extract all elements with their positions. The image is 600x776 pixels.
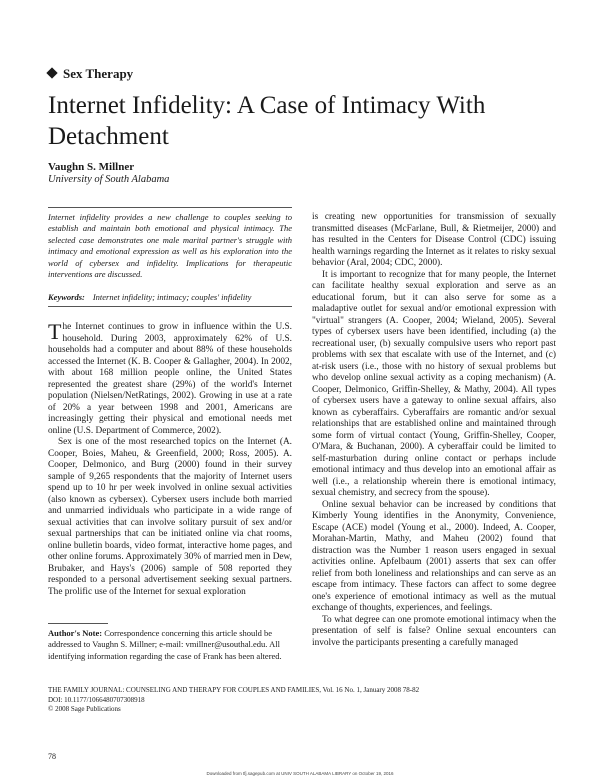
right-paragraph-1: is creating new opportunities for transmission of sexually transmitted diseases (McFarlane, Bull, & Rietmeijer, 2000) and has resulted in the Centers for Disease Control (CDC) issuing health warnings regarding the Internet as it relates to risky sexual behavior (Aral, 2004; CDC, 2000). (312, 212, 556, 268)
left-column-body (48, 319, 292, 598)
footnote-rule (48, 623, 108, 624)
doi: DOI: 10.1177/1066480707308918 (48, 695, 145, 704)
abstract: Internet infidelity provides a new challenge to couples seeking to establish and maintain both emotional and physical intimacy. The selected case demonstrates one male marital partner's struggle with intimacy and emotional expression as well as his exploration into the world of cybersex and infidelity. Implications for therapeutic interventions are discussed. (48, 212, 292, 280)
keywords-value: Internet infidelity; intimacy; couples' infidelity (92, 292, 252, 302)
author-note-label: Author's Note: (48, 628, 103, 638)
diamond-bullet-icon (46, 67, 57, 78)
section-label-text: Sex Therapy (63, 66, 134, 81)
right-paragraph-2: It is important to recognize that for many people, the Internet can facilitate healthy sexual exploration and serve as an educational forum, but it can also serve for some as a maladaptive outlet for sexual and/or emotional expression with "virtual" strangers (A. Cooper, 2004; Wieland, 2005). Several types of cybersex users have been identified, including (a) the recreational user, (b) sexually compulsive users who report past problems with sex that escalate with use of the Internet, and (c) at-risk users (i.e., those with no history of sexual problems but who develop online sexual activity as a coping mechanism) (A. Cooper, Delmonico, Griffin-Shelley, & Mathy, 2004). All types of cybersex users have a gateway to online sexual affairs, also known as cyberaffairs. Cyberaffairs are romantic and/or sexual relationships that are established online and maintained through some form of virtual contact (Young, Griffin-Shelley, Cooper, O'Mara, & Buchanan, 2000). A cyberaffair could be limited to self-masturbation during online contact or perhaps include emotional intimacy and thus develop into an emotional affair as well (i.e., a relationship wherein there is emotional intimacy, sexual chemistry, and secrecy from the spouse). (312, 269, 556, 498)
page-number: 78 (48, 752, 56, 761)
copyright: © 2008 Sage Publications (48, 705, 121, 713)
right-column-body (312, 212, 556, 649)
left-paragraph-2: Sex is one of the most researched topics on the Internet (A. Cooper, Boies, Maheu, & Greenfield, 2000; Ross, 2005). A. Cooper, Delmonico, and Burg (2000) found in their survey sample of 9,265 respondents that the majority of Internet users spend up to 10 hr per week involved in online sexual activities (also known as cybersex). Cybersex users include both married and unmarried individuals who participate in a wide range of sexual activities that can involve solitary pursuit of sex and/or sexual partnerships that can be initiated online via chat rooms, online bulletin boards, video format, interactive home pages, and other online forums. Approximately 30% of married men in Dew, Brubaker, and Hays's (2006) sample of 508 reported they responded to a personal advertisement seeking sexual partners. The prolific use of the Internet for sexual exploration (48, 437, 292, 597)
dropcap: T (48, 319, 62, 344)
keywords (48, 292, 292, 302)
author-affiliation: University of South Alabama (48, 174, 170, 185)
author-name: Vaughn S. Millner (48, 161, 135, 173)
left-paragraph-1: The Internet continues to grow in influence within the U.S. household. During 2003, approximately 62% of U.S. households had a computer and about 88% of these households accessed the Internet (K. B. Cooper & Gallagher, 2004). In 2002, with about 168 million people online, the United States represented the greatest share (29%) of the world's Internet population (Nielsen/NetRatings, 2002). Growing in use at a rate of 20% a year between 1998 and 2001, Americans are increasingly getting their physical and emotional needs met online (U.S. Department of Commerce, 2002). (48, 319, 292, 436)
article-title: Internet Infidelity: A Case of Intimacy With Detachment (48, 92, 486, 150)
journal-footer (48, 686, 568, 715)
abstract-bottom-rule (48, 306, 292, 307)
journal-citation: THE FAMILY JOURNAL: COUNSELING AND THERAPY FOR COUPLES AND FAMILIES, Vol. 16 No. 1, January 2008 78-82 (48, 686, 420, 694)
abstract-top-rule (48, 207, 292, 208)
right-paragraph-4: To what degree can one promote emotional intimacy when the presentation of self is false? Online sexual encounters can involve the participants presenting a carefully managed (312, 614, 556, 648)
author-note (48, 628, 292, 662)
author-note-text: Correspondence concerning this article should be addressed to Vaughn S. Millner; e-mail: vmillner@usouthal.edu. All identifying information regarding the case of Frank has been altered. (48, 628, 282, 661)
right-paragraph-3: Online sexual behavior can be increased by conditions that Kimberly Young identifies in the Anonymity, Convenience, Escape (ACE) model (Young et al., 2000). Indeed, A. Cooper, Morahan-Martin, Mathy, and Maheu (2002) found that distraction was the Number 1 reason users engaged in sexual activities online. Apfelbaum (2001) asserts that sex can offer relief from both loneliness and relationships and can serve as an escape from intimacy. These factors can affect to some degree one's experience of emotional intimacy as well as the mutual exchange of thoughts, experiences, and feelings. (312, 499, 556, 613)
download-watermark: Downloaded from tfj.sagepub.com at UNIV SOUTH ALABAMA LIBRARY on October 19, 2016 (206, 771, 394, 776)
section-label (48, 66, 133, 82)
keywords-label: Keywords: (48, 292, 85, 302)
